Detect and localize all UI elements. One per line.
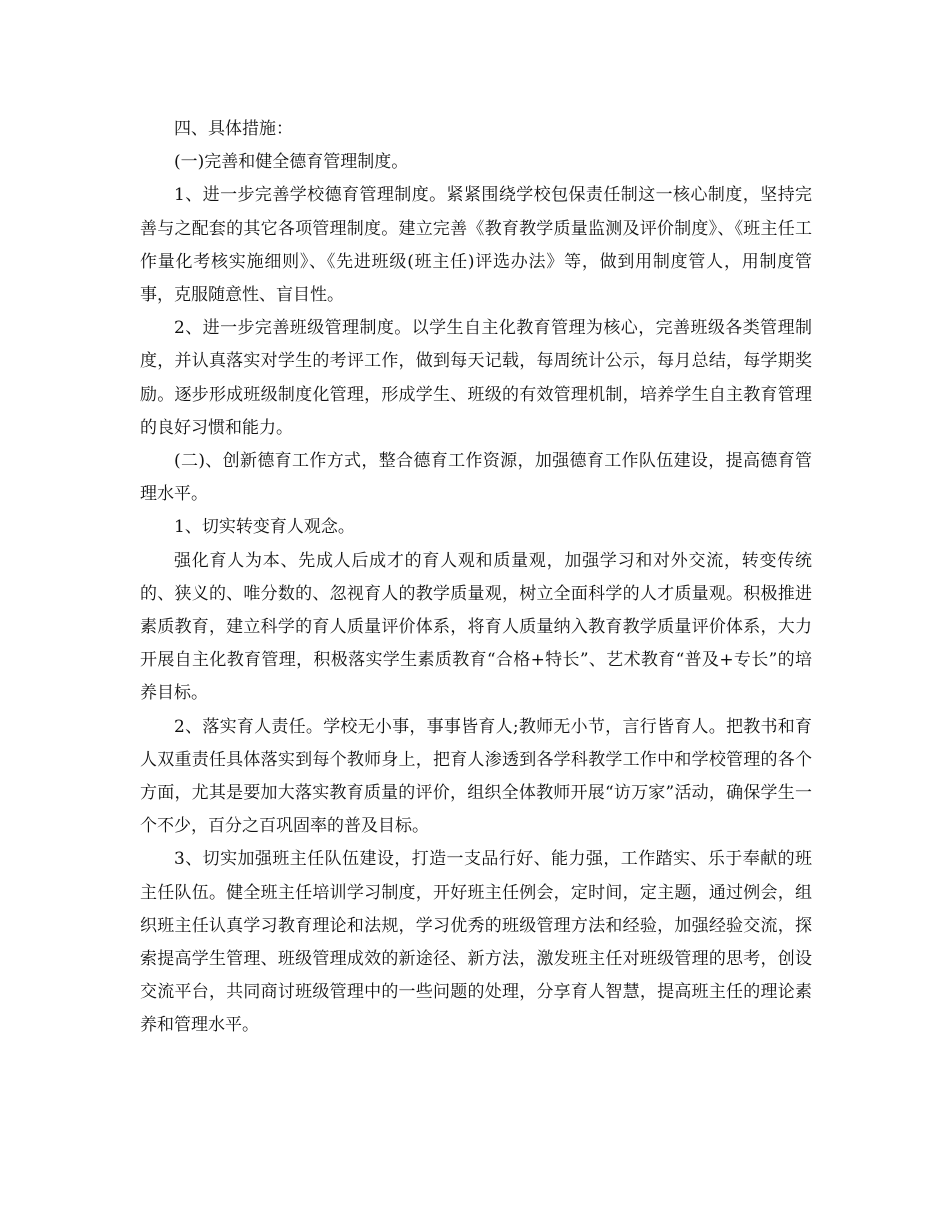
document-body <box>140 113 812 1043</box>
body-paragraph: 1、切实转变育人观念。 <box>174 517 355 538</box>
body-paragraph: 3、切实加强班主任队伍建设，打造一支品行好、能力强，工作踏实、乐于奉献的班主任队伍。健全班主任培训学习制度，开好班主任例会，定时间，定主题，通过例会，组织班主任认真学习教育理论和法规，学习优秀的班级管理方法和经验，加强经验交流，探索提高学生管理、班级管理成效的新途径、新方法，激发班主任对班级管理的思考，创设交流平台，共同商讨班级管理中的一些问题的处理，分享育人智慧，提高班主任的理论素养和管理水平。 <box>140 849 812 1036</box>
subsection-heading: (一)完善和健全德育管理制度。 <box>174 152 409 173</box>
body-paragraph: 强化育人为本、先成人后成才的育人观和质量观，加强学习和对外交流，转变传统的、狭义的、唯分数的、忽视育人的教学质量观，树立全面科学的人才质量观。积极推进素质教育，建立科学的育人质量评价体系，将育人质量纳入教育教学质量评价体系，大力开展自主化教育管理，积极落实学生素质教育“合格+特长”、艺术教育“普及+专长”的培养目标。 <box>140 550 812 704</box>
body-paragraph: 2、进一步完善班级管理制度。以学生自主化教育管理为核心，完善班级各类管理制度，并认真落实对学生的考评工作，做到每天记载，每周统计公示，每月总结，每学期奖励。逐步形成班级制度化管理，形成学生、班级的有效管理机制，培养学生自主教育管理的良好习惯和能力。 <box>140 318 812 438</box>
body-paragraph: 1、进一步完善学校德育管理制度。紧紧围绕学校包保责任制这一核心制度，坚持完善与之配套的其它各项管理制度。建立完善《教育教学质量监测及评价制度》、《班主任工作量化考核实施细则》、《先进班级(班主任)评选办法》等，做到用制度管人，用制度管事，克服随意性、盲目性。 <box>140 185 812 306</box>
body-paragraph: 2、落实育人责任。学校无小事，事事皆育人;教师无小节，言行皆育人。把教书和育人双重责任具体落实到每个教师身上，把育人渗透到各学科教学工作中和学校管理的各个方面，尤其是要加大落实教育质量的评价，组织全体教师开展“访万家”活动，确保学生一个不少，百分之百巩固率的普及目标。 <box>140 716 812 837</box>
section-heading: 四、具体措施： <box>174 119 293 139</box>
subsection-heading: (二)、创新德育工作方式，整合德育工作资源，加强德育工作队伍建设，提高德育管理水平。 <box>140 451 812 505</box>
